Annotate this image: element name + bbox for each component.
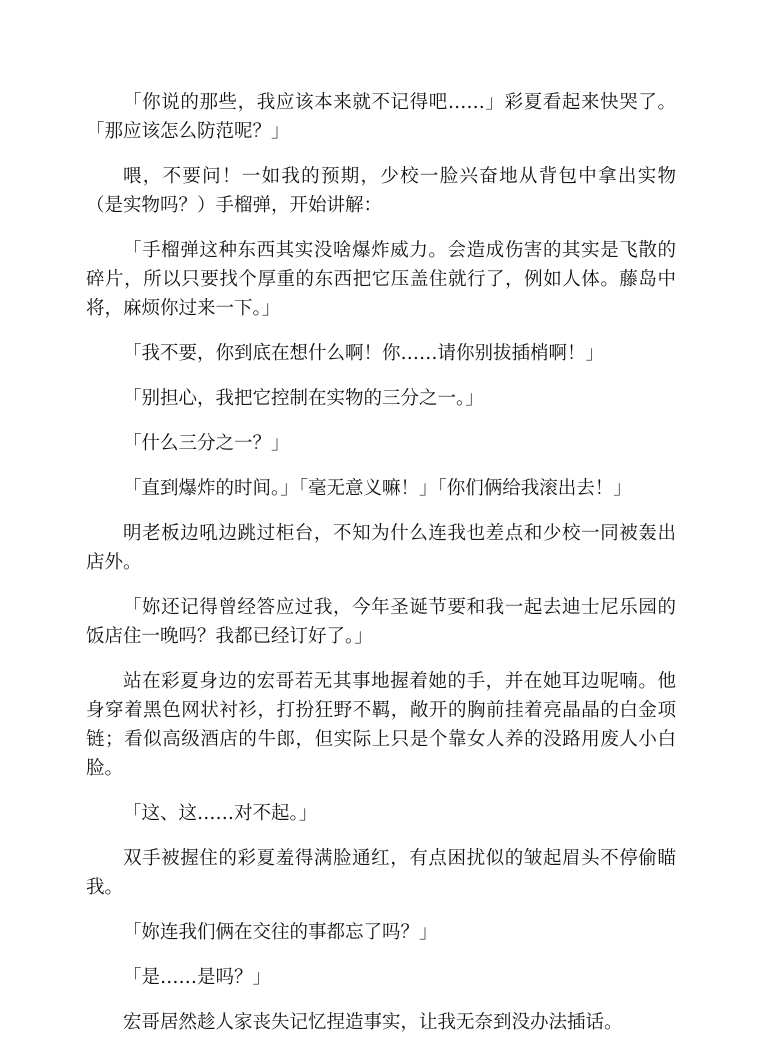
- paragraph-12: 双手被握住的彩夏羞得满脸通红，有点困扰似的皱起眉头不停偷瞄我。: [86, 848, 676, 898]
- paragraph-11: 「这、这……对不起。」: [123, 803, 318, 824]
- paragraph-10: 站在彩夏身边的宏哥若无其事地握着她的手，并在她耳边呢喃。他身穿着黑色网状衬衫，打扮狂野不羁，敞开的胸前挂着亮晶晶的白金项链；看似高级酒店的牛郎，但实际上只是个靠女人养的没路用废人小白脸。: [86, 671, 676, 779]
- paragraph-4: 「我不要，你到底在想什么啊！你……请你别拔插梢啊！」: [123, 343, 605, 364]
- paragraph-8: 明老板边吼边跳过柜台，不知为什么连我也差点和少校一同被轰出店外。: [86, 523, 676, 573]
- paragraph-13: 「妳连我们俩在交往的事都忘了吗？」: [123, 922, 438, 943]
- document-page: [86, 88, 676, 1053]
- paragraph-1: 「你说的那些，我应该本来就不记得吧……」彩夏看起来快哭了。「那应该怎么防范呢？」: [86, 92, 676, 142]
- paragraph-3: 「手榴弹这种东西其实没啥爆炸威力。会造成伤害的其实是飞散的碎片，所以只要找个厚重的东西把它压盖住就行了，例如人体。藤岛中将，麻烦你过来一下。」: [86, 240, 676, 319]
- paragraph-15: 宏哥居然趁人家丧失记忆捏造事实，让我无奈到没办法插话。: [123, 1012, 623, 1033]
- paragraph-2: 喂，不要问！一如我的预期，少校一脸兴奋地从背包中拿出实物（是实物吗？）手榴弹，开始讲解：: [86, 166, 676, 216]
- paragraph-5: 「别担心，我把它控制在实物的三分之一。」: [123, 388, 484, 409]
- paragraph-7: 「直到爆炸的时间。」「毫无意义嘛！」「你们俩给我滚出去！」: [123, 478, 632, 499]
- paragraph-14: 「是……是吗？」: [123, 967, 272, 988]
- paragraph-9: 「妳还记得曾经答应过我，今年圣诞节要和我一起去迪士尼乐园的饭店住一晚吗？我都已经订好了。」: [86, 597, 676, 647]
- paragraph-6: 「什么三分之一？」: [123, 433, 290, 454]
